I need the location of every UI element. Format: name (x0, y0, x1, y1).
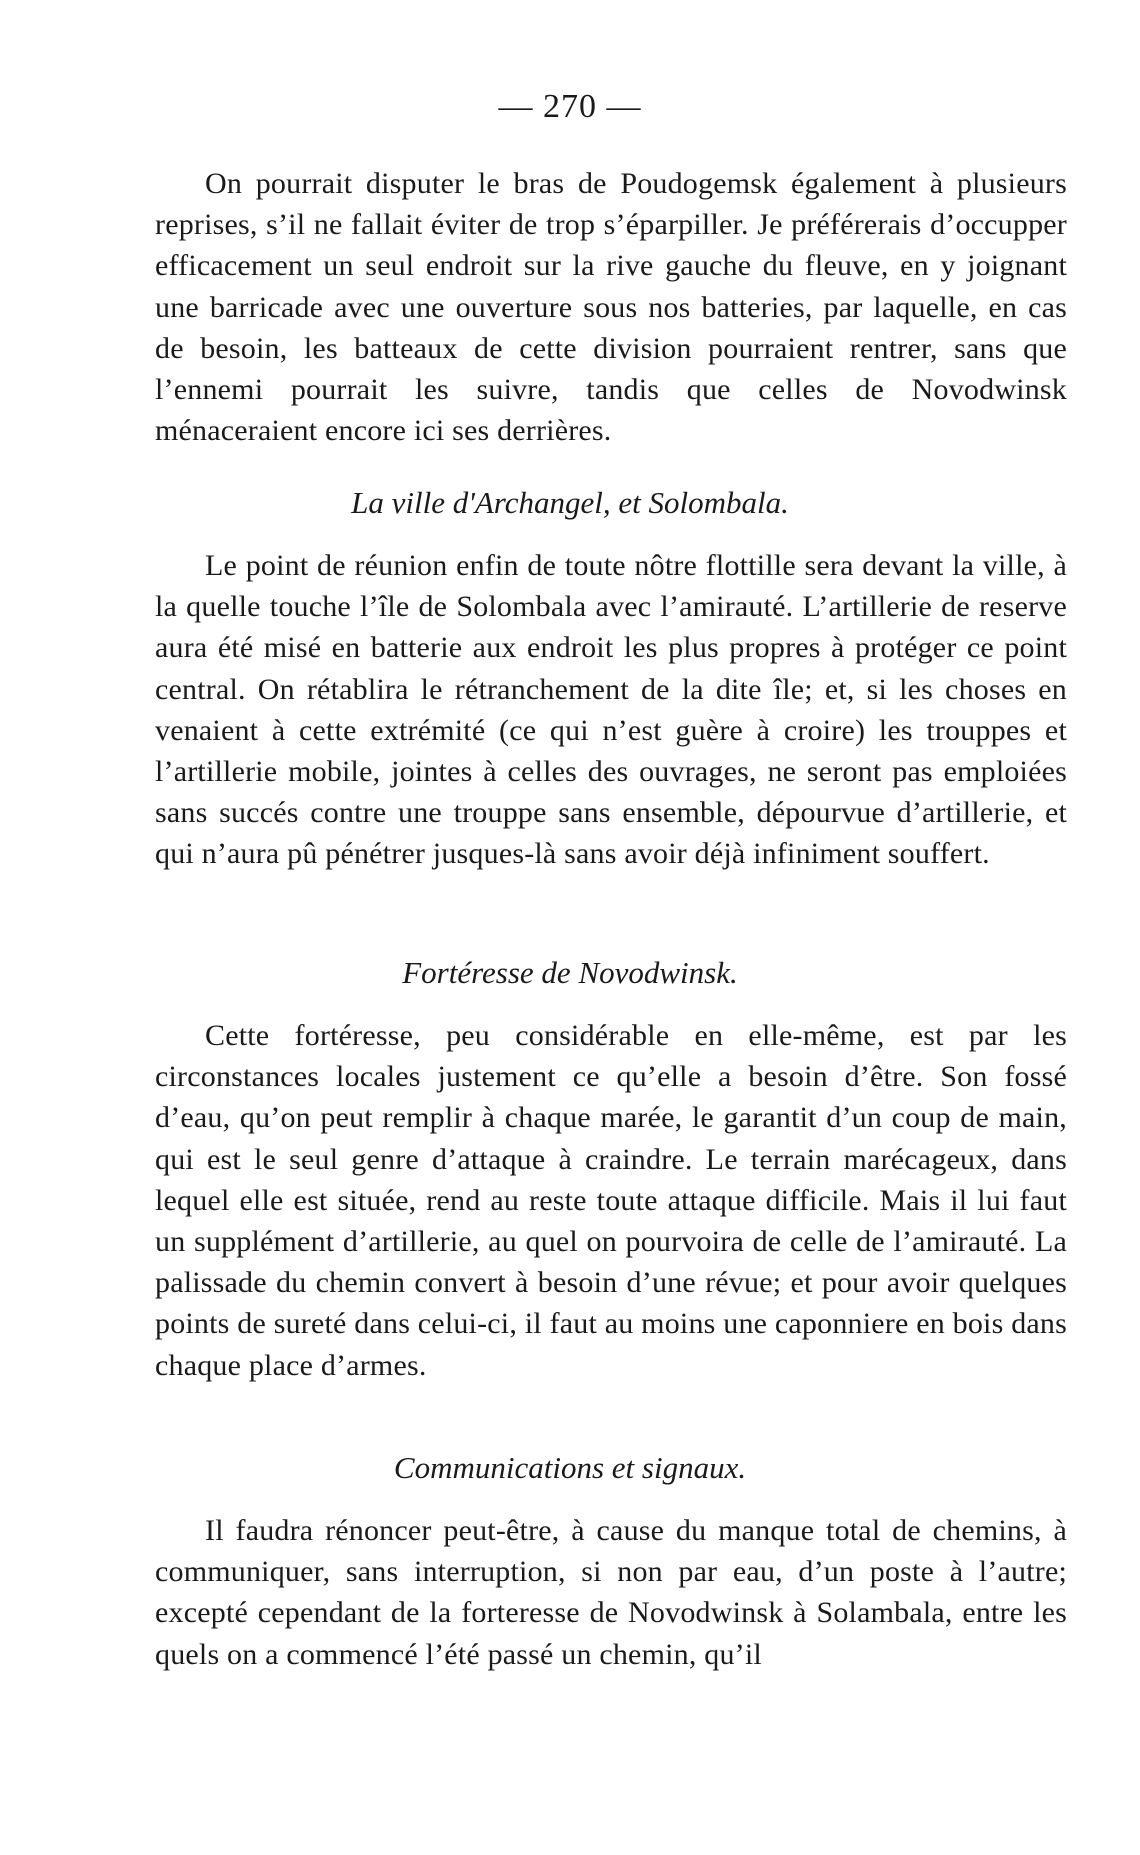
paragraph-communications (155, 1510, 1067, 1675)
paragraph-text: Cette fortéresse, peu considérable en elle-même, est par les circonstances locales justement ce qu’elle a besoin d’être. Son fossé d’eau, qu’on peut remplir à chaque marée, le garantit d’un coup de main, qui est le seul genre d’attaque à craindre. Le terrain marécageux, dans lequel elle est située, rend au reste toute attaque difficile. Mais il lui faut un supplément d’artillerie, au quel on pourvoira de celle de l’amirauté. La palissade du chemin convert à besoin d’une révue; et pour avoir quelques points de sureté dans celui-ci, il faut au moins une caponniere en bois dans chaque place d’armes. (155, 1019, 1067, 1382)
page-number: — 270 — (498, 88, 642, 125)
section-heading-communications: Communications et signaux. (393, 1450, 747, 1485)
paragraph-text: Il faudra rénoncer peut-être, à cause du manque total de chemins, à communiquer, sans interruption, si non par eau, d’un poste à l’autre; excepté cependant de la forteresse de Novodwinsk à Solambala, entre les quels on a commencé l’été passé un chemin, qu’il (155, 1514, 1067, 1671)
section-heading-novodwinsk: Fortéresse de Novodwinsk. (402, 955, 738, 990)
section-heading-archangel: La ville d'Archangel, et Solombala. (351, 485, 789, 520)
paragraph-text: Le point de réunion enfin de toute nôtre flottille sera devant la ville, à la quelle touche l’île de Solombala avec l’amirauté. L’artillerie de reserve aura été misé en batterie aux endroit les plus propres à protéger ce point central. On rétablira le rétranchement de la dite île; et, si les choses en venaient à cette extrémité (ce qui n’est guère à croire) les trouppes et l’artillerie mobile, jointes à celles des ouvrages, ne seront pas emploiées sans succés contre une trouppe sans ensemble, dépourvue d’artillerie, et qui n’aura pû pénétrer jusques-là sans avoir déjà infiniment souffert. (155, 549, 1067, 871)
paragraph-archangel (155, 545, 1067, 875)
paragraph-poudogemsk (155, 163, 1067, 451)
paragraph-novodwinsk (155, 1015, 1067, 1386)
paragraph-text: On pourrait disputer le bras de Poudogemsk également à plusieurs reprises, s’il ne fallait éviter de trop s’éparpiller. Je préférerais d’occupper efficacement un seul endroit sur la rive gauche du fleuve, en y joignant une barricade avec une ouverture sous nos batteries, par laquelle, en cas de besoin, les batteaux de cette division pourraient rentrer, sans que l’ennemi pourrait les suivre, tandis que celles de Novodwinsk ménaceraient encore ici ses derrières. (155, 167, 1067, 448)
